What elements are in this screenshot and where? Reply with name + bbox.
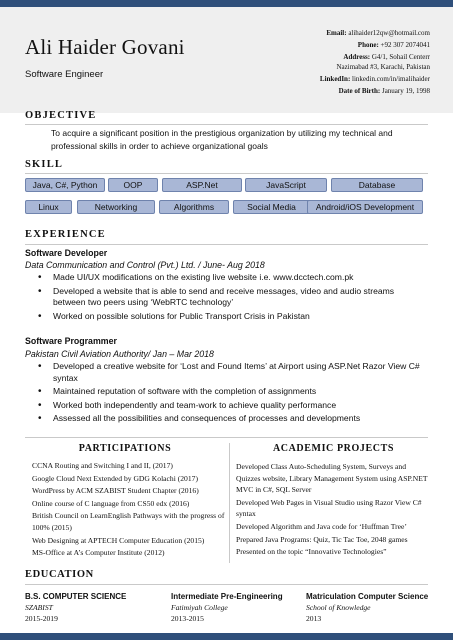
participations-title: PARTICIPATIONS <box>78 443 172 454</box>
objective-divider <box>25 124 428 125</box>
bullet-item: • Made UI/UX modifications on the existing live website i.e. www.dcctech.com.pk <box>38 272 428 284</box>
skill-chip: Database <box>331 178 423 192</box>
education-entry <box>306 592 446 623</box>
bullet-item: • Maintained reputation of software with the completion of assignments <box>38 386 428 398</box>
participation-item: WordPress by ACM SZABIST Student Chapter (2016) <box>32 486 199 496</box>
academic-project-item: Developed Web Pages in Visual Studio using Razor View C# syntax <box>236 497 422 519</box>
bullet-item: • Worked on possible solutions for Public Transport Crisis in Pakistan <box>38 311 428 323</box>
participation-item: CCNA Routing and Switching I and II, (2017) <box>32 461 173 470</box>
participation-item: British Council on LearnEnglish Pathways with the progress of 100% (2015) <box>32 511 225 532</box>
objective-title: OBJECTIVE <box>25 110 97 121</box>
education-divider <box>25 584 428 585</box>
education-title: EDUCATION <box>25 569 94 580</box>
job-org: Pakistan Civil Aviation Authority/ Jan – Mar 2018 <box>25 349 214 359</box>
email-value[interactable]: alihaider12qw@hotmail.com <box>348 29 430 37</box>
job-title: Software Programmer <box>25 336 117 346</box>
skill-chip: OOP <box>108 178 158 192</box>
participations-list <box>32 460 228 560</box>
top-accent-bar <box>0 0 453 7</box>
academic-projects-list <box>236 461 431 559</box>
bottom-accent-bar <box>0 633 453 640</box>
phone-row: Phone: +92 307 2074041 <box>357 41 430 50</box>
skill-chip: Java, C#, Python <box>25 178 105 192</box>
contact-block <box>220 29 430 100</box>
skill-chip: Social Media <box>233 200 310 214</box>
address-line2: Nazimabad #3, Karachi, Pakistan <box>336 63 430 72</box>
dob-value: January 19, 1998 <box>381 87 430 96</box>
skill-divider <box>25 173 428 174</box>
address-line1: G4/1, Sohail Centerr <box>371 53 430 62</box>
academic-project-item: Prepared Java Programs: Quiz, Tic Tac Toe, 2048 games <box>236 534 408 544</box>
academic-project-item: Developed Class Auto-Scheduling System, Surveys and Quizzes website, Library Management System using ASP.NET MVC in C#, SQL Server <box>236 462 428 495</box>
phone-value: +92 307 2074041 <box>380 41 430 50</box>
participation-item: Google Cloud Next Extended by GDG Kolachi (2017) <box>32 473 198 483</box>
participation-item: MS-Office at A’s Computer Institute (2012) <box>32 548 165 558</box>
bullet-item: • Worked both independently and team-work to achieve quality performance <box>38 400 428 412</box>
column-divider <box>229 443 230 563</box>
participation-item: Web Designing at APTECH Computer Education (2015) <box>32 535 205 545</box>
address-row: Address: G4/1, Sohail Centerr <box>343 53 430 62</box>
resume-header <box>0 7 453 113</box>
linkedin-row: LinkedIn: linkedin.com/in/imalihaider <box>319 75 430 84</box>
objective-text: To acquire a significant position in the prestigious organization by utilizing my technical and professional skills in order to achieve organizational goals <box>51 128 393 151</box>
education-institute: School of Knowledge <box>306 603 371 612</box>
academic-project-item: Presented on the topic “Innovative Technologies” <box>236 547 387 557</box>
mid-divider <box>25 437 428 438</box>
experience-divider <box>25 244 428 245</box>
linkedin-value[interactable]: linkedin.com/in/imalihaider <box>352 75 430 84</box>
education-entry <box>25 592 165 623</box>
job-org: Data Communication and Control (Pvt.) Ltd. / June- Aug 2018 <box>25 260 265 270</box>
skill-title: SKILL <box>25 159 64 170</box>
bullet-item: • Developed a website that is able to send and receive messages, video and audio streams between two peers using ‘WebRTC technology’ <box>38 286 428 309</box>
candidate-name: Ali Haider Govani <box>25 35 185 59</box>
skill-chip: Networking <box>77 200 155 214</box>
education-years: 2013 <box>306 614 322 623</box>
email-row: Email: alihaider12qw@hotmail.com <box>326 29 430 37</box>
education-degree: Matriculation Computer Science <box>306 592 429 601</box>
education-years: 2013-2015 <box>171 614 204 623</box>
education-institute: Fatimiyah College <box>171 603 228 612</box>
skill-chip: Linux <box>25 200 72 214</box>
skill-chip: JavaScript <box>245 178 327 192</box>
education-entry <box>171 592 311 623</box>
dob-row: Date of Birth: January 19, 1998 <box>338 87 430 96</box>
education-years: 2015-2019 <box>25 614 58 623</box>
academic-project-item: Developed Algorithm and Java code for ‘Huffman Tree’ <box>236 521 407 531</box>
bullet-item: • Assessed all the possibilities and consequences of processes and developments <box>38 413 428 425</box>
bullet-item: • Developed a creative website for ‘Lost and Found Items’ at Airport using ASP.Net Razor View C# syntax <box>38 361 428 384</box>
job-bullets <box>38 361 428 427</box>
education-institute: SZABIST <box>25 603 53 612</box>
participation-item: Online course of C language from CS50 edx (2016) <box>32 498 190 508</box>
job-bullets <box>38 272 428 324</box>
education-degree: Intermediate Pre-Engineering <box>171 592 283 601</box>
skill-chip: Algorithms <box>159 200 229 214</box>
academic-projects-title: ACADEMIC PROJECTS <box>272 443 395 454</box>
candidate-role: Software Engineer <box>25 69 104 80</box>
skill-chip: Android/iOS Development <box>307 200 423 214</box>
job-title: Software Developer <box>25 248 108 258</box>
experience-title: EXPERIENCE <box>25 229 106 240</box>
skill-chip: ASP.Net <box>162 178 242 192</box>
education-degree: B.S. COMPUTER SCIENCE <box>25 592 127 601</box>
